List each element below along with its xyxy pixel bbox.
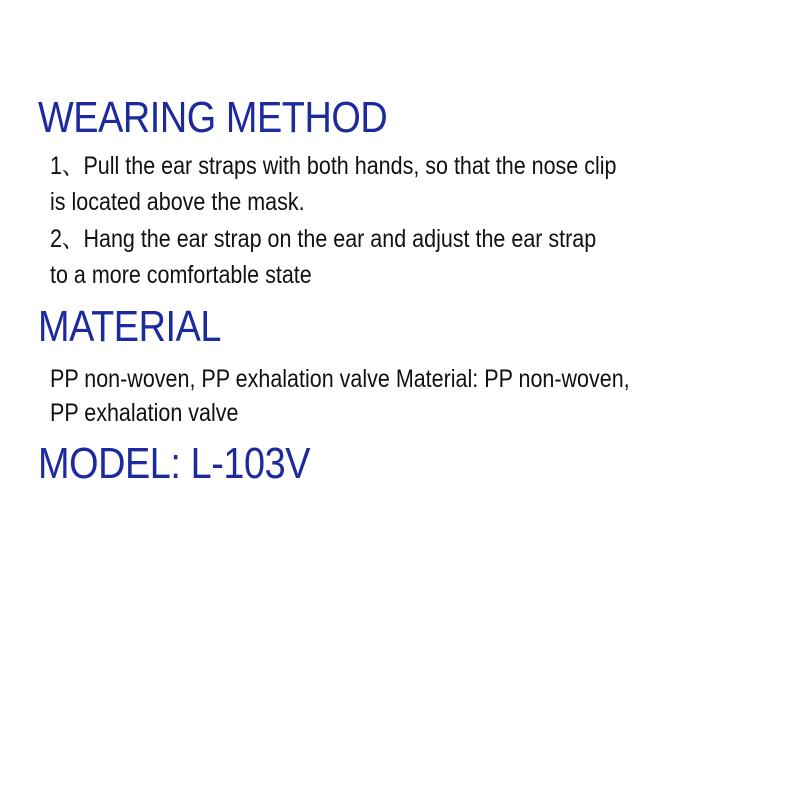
material-heading: MATERIAL [38,302,221,351]
wearing-step-2-line-1: 2、Hang the ear strap on the ear and adjust the ear strap [50,225,597,253]
material-line-2: PP exhalation valve [50,399,239,427]
wearing-method-heading: WEARING METHOD [38,93,388,142]
model-heading: MODEL: L-103V [38,439,311,488]
wearing-step-2-line-2: to a more comfortable state [50,261,312,289]
wearing-step-1-line-2: is located above the mask. [50,188,305,216]
wearing-step-1-line-1: 1、Pull the ear straps with both hands, so that the nose clip [50,152,617,180]
material-line-1: PP non-woven, PP exhalation valve Material: PP non-woven, [50,365,630,393]
